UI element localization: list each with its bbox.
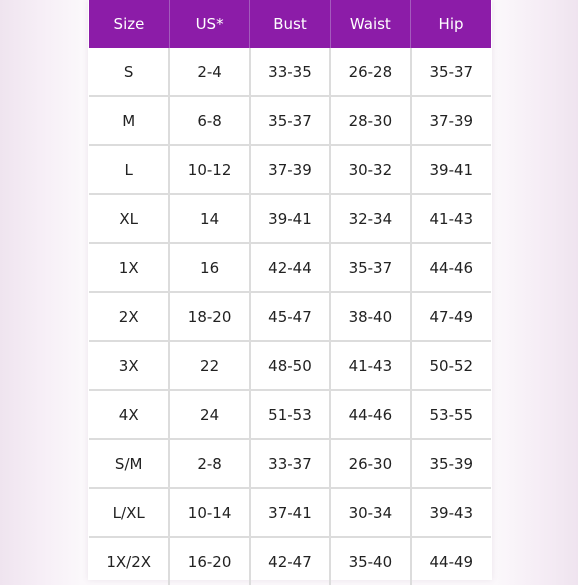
cell-bust: 35-37 (250, 96, 330, 145)
cell-us: 18-20 (169, 292, 249, 341)
cell-size: L/XL (89, 488, 169, 537)
cell-hip: 35-37 (411, 48, 491, 96)
cell-size: L (89, 145, 169, 194)
cell-hip: 44-49 (411, 537, 491, 585)
size-chart-table (89, 0, 491, 585)
table-row (89, 145, 491, 194)
table-row (89, 243, 491, 292)
cell-size: 2X (89, 292, 169, 341)
cell-hip: 47-49 (411, 292, 491, 341)
table-header (89, 0, 491, 48)
cell-hip: 41-43 (411, 194, 491, 243)
cell-waist: 26-30 (330, 439, 410, 488)
cell-bust: 48-50 (250, 341, 330, 390)
cell-waist: 26-28 (330, 48, 410, 96)
cell-hip: 44-46 (411, 243, 491, 292)
header-size: Size (89, 0, 169, 48)
cell-us: 24 (169, 390, 249, 439)
cell-hip: 35-39 (411, 439, 491, 488)
table-row (89, 48, 491, 96)
cell-waist: 28-30 (330, 96, 410, 145)
table-row (89, 439, 491, 488)
cell-size: 4X (89, 390, 169, 439)
cell-waist: 35-40 (330, 537, 410, 585)
cell-bust: 42-44 (250, 243, 330, 292)
cell-bust: 33-37 (250, 439, 330, 488)
cell-bust: 45-47 (250, 292, 330, 341)
cell-us: 6-8 (169, 96, 249, 145)
cell-waist: 41-43 (330, 341, 410, 390)
cell-bust: 51-53 (250, 390, 330, 439)
cell-waist: 35-37 (330, 243, 410, 292)
cell-hip: 39-43 (411, 488, 491, 537)
table-row (89, 292, 491, 341)
cell-us: 2-4 (169, 48, 249, 96)
cell-hip: 50-52 (411, 341, 491, 390)
header-row (89, 0, 491, 48)
cell-us: 10-12 (169, 145, 249, 194)
cell-size: 1X/2X (89, 537, 169, 585)
cell-us: 16 (169, 243, 249, 292)
cell-bust: 33-35 (250, 48, 330, 96)
cell-waist: 30-32 (330, 145, 410, 194)
cell-waist: 32-34 (330, 194, 410, 243)
header-us: US* (169, 0, 249, 48)
cell-bust: 37-39 (250, 145, 330, 194)
cell-size: M (89, 96, 169, 145)
cell-bust: 39-41 (250, 194, 330, 243)
cell-us: 22 (169, 341, 249, 390)
cell-size: S (123, 62, 134, 81)
cell-waist: 30-34 (330, 488, 410, 537)
table-row (89, 537, 491, 585)
cell-us: 14 (169, 194, 249, 243)
table-row (89, 96, 491, 145)
table-body (89, 48, 491, 585)
cell-waist: 38-40 (330, 292, 410, 341)
cell-size: S/M (89, 439, 169, 488)
cell-us: 2-8 (169, 439, 249, 488)
cell-hip: 39-41 (411, 145, 491, 194)
header-bust: Bust (250, 0, 330, 48)
cell-size: 1X (89, 243, 169, 292)
cell-us: 16-20 (169, 537, 249, 585)
cell-us: 10-14 (169, 488, 249, 537)
table-row (89, 194, 491, 243)
cell-size: XL (89, 194, 169, 243)
cell-waist: 44-46 (330, 390, 410, 439)
cell-hip: 53-55 (411, 390, 491, 439)
cell-hip: 37-39 (411, 96, 491, 145)
cell-bust: 37-41 (250, 488, 330, 537)
table-row (89, 390, 491, 439)
header-hip: Hip (411, 0, 491, 48)
header-waist: Waist (330, 0, 410, 48)
cell-size: 3X (89, 341, 169, 390)
table-row (89, 488, 491, 537)
table-row (89, 341, 491, 390)
cell-bust: 42-47 (250, 537, 330, 585)
